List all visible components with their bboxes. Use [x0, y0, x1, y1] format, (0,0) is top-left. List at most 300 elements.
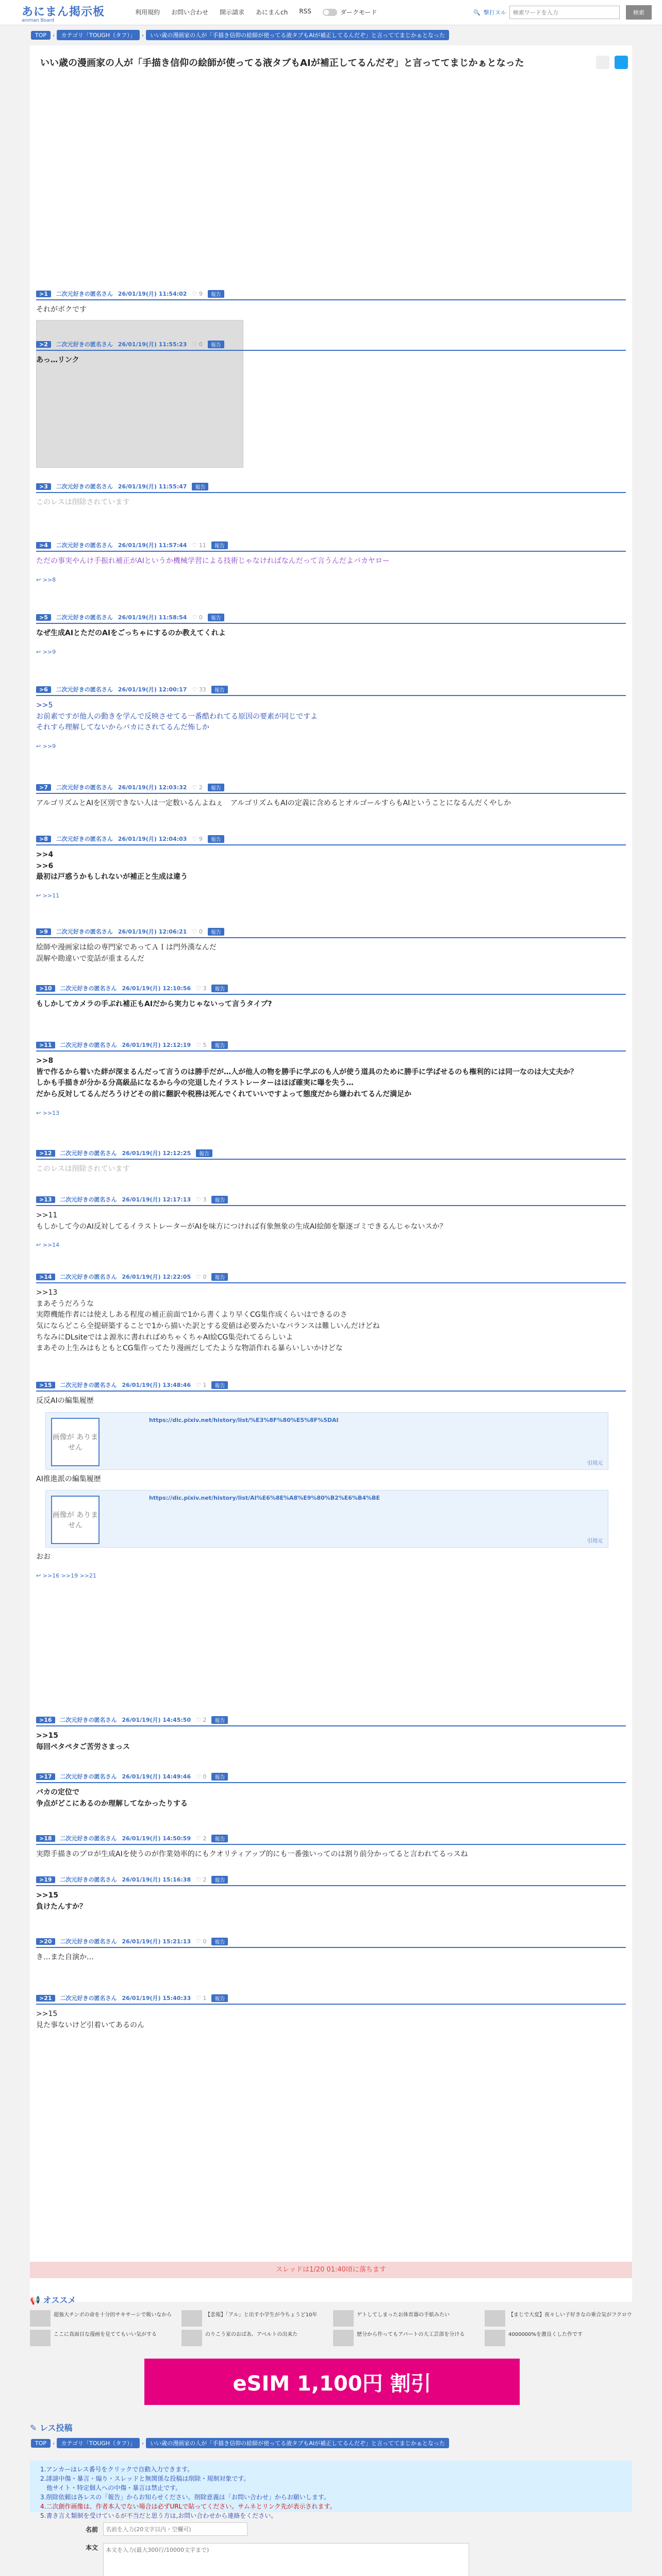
osusume-item[interactable]: [485, 2330, 632, 2346]
reply-icon: ↩: [36, 1109, 43, 1116]
rule-2: 2.誹謗中傷・暴言・煽り・スレッドと無関係な投稿は削除・規制対象です。: [40, 2475, 250, 2482]
post-header: [36, 1716, 626, 1726]
name-row: [72, 2522, 247, 2536]
reply-links[interactable]: [36, 1242, 626, 1248]
heart-icon: ♡: [196, 1876, 203, 1883]
rule-1: 1.アンカーはレス番号をクリックで自動入力できます。: [40, 2466, 194, 2473]
search-option[interactable]: 撃打ヌル: [483, 9, 506, 16]
reply-links[interactable]: [36, 892, 626, 899]
heart-icon: ♡: [196, 1196, 203, 1203]
like-button[interactable]: [192, 836, 202, 842]
logo-sub: animan Board: [22, 18, 55, 23]
osusume-thumbnail: [181, 2310, 202, 2327]
like-button[interactable]: [196, 1196, 206, 1203]
crumb-sep-icon: ›: [53, 31, 55, 39]
reply-icon: ↩: [36, 1572, 43, 1580]
report-button[interactable]: 報告: [211, 1876, 228, 1884]
post-body: もしかしてカメラの手ぶれ補正もAIだから実力じゃないって言うタイプ?: [36, 1000, 272, 1008]
like-count: 0: [198, 928, 203, 935]
reply-icon: ↩: [36, 743, 43, 750]
heart-icon: ♡: [192, 784, 199, 791]
heart-icon: ♡: [196, 1381, 203, 1388]
logo-text: あにまん掲示板: [22, 6, 105, 19]
post: [36, 1994, 626, 2031]
post-number[interactable]: >1: [36, 291, 51, 297]
post-date: 26/01/19(月) 11:55:23: [118, 341, 187, 348]
post-body: 絵師や漫画家は絵の専門家であってＡＩは門外漢なんだ 誤解や勘違いで変話が重まるんだ: [36, 943, 217, 963]
crumb-category[interactable]: カテゴリ「TOUGH（タフ）」: [57, 30, 139, 40]
heart-icon: ♡: [192, 835, 199, 842]
post-body: >>4 >>6 最初は戸惑うかもしれないが補正と生成は違う: [36, 851, 188, 882]
post-date: 26/01/19(月) 12:12:19: [122, 1042, 191, 1048]
osusume-title: ゲトしてしまったお体育器の手紙みたい: [357, 2312, 450, 2318]
poster-name: 二次元好きの匿名さん: [56, 686, 113, 693]
post-header: [36, 984, 626, 995]
report-button[interactable]: 報告: [211, 1773, 228, 1781]
nav-terms[interactable]: 利用規約: [135, 9, 160, 16]
poster-name: 二次元好きの匿名さん: [60, 1773, 117, 1780]
post-date: 26/01/19(月) 12:10:56: [122, 985, 191, 992]
poster-name: 二次元好きの匿名さん: [60, 1835, 117, 1842]
megaphone-icon: 📢: [30, 2295, 43, 2305]
like-count: 0: [203, 1773, 207, 1780]
post-header: [36, 1195, 626, 1206]
osusume-item[interactable]: [333, 2330, 481, 2346]
post-body: それがボクです: [36, 306, 87, 314]
form-title: [30, 2421, 73, 2433]
reply-links[interactable]: [36, 649, 626, 655]
post-header: [36, 290, 626, 300]
like-button[interactable]: [192, 686, 206, 693]
reply-icon: ↩: [36, 1242, 43, 1249]
osusume-thumbnail: [30, 2310, 51, 2327]
report-button[interactable]: 報告: [196, 1149, 212, 1157]
post: [36, 1716, 626, 1753]
post-number[interactable]: >17: [36, 1773, 55, 1780]
post-body: バカの定位で 争点がどこにあるのか理解してなかったりする: [36, 1788, 188, 1808]
report-button[interactable]: 報告: [208, 614, 224, 621]
like-button[interactable]: [192, 614, 202, 621]
post-number[interactable]: >16: [36, 1717, 55, 1723]
report-button[interactable]: 報告: [211, 985, 228, 992]
rule-3: 3.削除依頼は各レスの「報告」からお知らせください。削除意義は「お問い合わせ」からお願いします。: [40, 2494, 330, 2501]
heart-icon: ♡: [196, 1773, 203, 1780]
osusume-thumbnail: [333, 2330, 354, 2346]
heart-icon: ♡: [196, 1835, 203, 1842]
post: [36, 1834, 626, 1860]
crumb-sep-icon: ›: [141, 2439, 144, 2447]
post-header: [36, 835, 626, 845]
search-icon: 🔍: [473, 9, 481, 16]
thread-closing-notice: スレッドは1/20 01:40頃に落ちます: [30, 2262, 632, 2278]
like-count: 0: [198, 341, 203, 348]
page-title: いい歳の漫画家の人が「手描き信仰の絵師が使ってる液タブもAIが補正してるんだぞ」と言っててまじかぁとなった: [40, 58, 524, 69]
reply-links[interactable]: [36, 743, 626, 750]
post-body: このレスは削除されています: [36, 1165, 130, 1173]
crumb-top[interactable]: TOP: [31, 31, 51, 40]
poster-name: 二次元好きの匿名さん: [56, 341, 113, 348]
post-number[interactable]: >10: [36, 985, 55, 992]
poster-name: 二次元好きの匿名さん: [56, 614, 113, 621]
post-date: 26/01/19(月) 12:04:03: [118, 836, 187, 842]
report-button[interactable]: 報告: [211, 1835, 228, 1842]
dark-mode-label: ダークモード: [340, 9, 377, 16]
toggle-switch[interactable]: [323, 9, 337, 16]
post-header: [36, 1875, 626, 1886]
breadcrumb: [31, 30, 449, 40]
crumb-top[interactable]: TOP: [31, 2439, 51, 2448]
like-count: 1: [203, 1381, 207, 1388]
reply-links[interactable]: [36, 577, 626, 583]
post-header: [36, 340, 626, 351]
post-date: 26/01/19(月) 15:16:38: [122, 1876, 191, 1883]
post-date: 26/01/19(月) 12:03:32: [118, 784, 187, 791]
like-button[interactable]: [196, 1995, 206, 2002]
reply-text: >>13: [42, 1109, 60, 1116]
post-body-extra: おお: [36, 1553, 51, 1562]
post-header: [36, 541, 626, 552]
heart-icon: ♡: [192, 928, 199, 935]
form-rules: [30, 2461, 632, 2519]
post-number[interactable]: >6: [36, 686, 51, 693]
like-count: 5: [203, 1041, 207, 1048]
post-number[interactable]: >14: [36, 1274, 55, 1280]
heart-icon: ♡: [196, 1716, 203, 1723]
osusume-title: ここに真面目な漫画を見ててもいい気がする: [54, 2332, 157, 2337]
twitter-icon[interactable]: [615, 56, 628, 69]
post: [36, 1875, 626, 1912]
poster-name: 二次元好きの匿名さん: [56, 483, 113, 490]
osusume-title: 4000000%を激良くした作です: [508, 2332, 583, 2337]
osusume-item[interactable]: [333, 2310, 481, 2327]
report-button[interactable]: 報告: [211, 686, 228, 693]
post-header: [36, 1772, 626, 1783]
link-card[interactable]: [45, 1490, 608, 1548]
heart-icon: ♡: [196, 1938, 203, 1945]
like-button[interactable]: [196, 1042, 206, 1048]
report-button[interactable]: 報告: [208, 341, 224, 348]
like-button[interactable]: [196, 1274, 206, 1280]
like-count: 3: [203, 985, 207, 992]
body-field[interactable]: [103, 2543, 469, 2576]
post-date: 26/01/19(月) 15:21:13: [122, 1938, 191, 1945]
post-number[interactable]: >11: [36, 1042, 55, 1048]
nav-rss[interactable]: RSS: [299, 8, 311, 15]
body-label: 本文: [85, 2544, 98, 2551]
post-date: 26/01/19(月) 14:45:50: [122, 1717, 191, 1723]
search-button[interactable]: 検索: [626, 5, 652, 20]
post-number[interactable]: >15: [36, 1382, 55, 1388]
post-body: >>11 もしかして今のAI反対してるイラストレーターがAIを味方につければ有象無象の生成AI絵師を駆逐ゴミできるんじゃないスか？: [36, 1211, 447, 1231]
post-number[interactable]: >20: [36, 1938, 55, 1945]
osusume-title: のりこう家のおばあ、アベルトの出来た: [205, 2332, 298, 2337]
post-body: このレスは削除されています: [36, 498, 130, 506]
heart-icon: ♡: [196, 1041, 203, 1048]
like-button[interactable]: [196, 1382, 206, 1388]
osusume-title-text: オススメ: [43, 2295, 76, 2305]
search-input[interactable]: [509, 6, 620, 19]
link-url[interactable]: https://dic.pixiv.net/history/list/%E3%8F%80%E5%8F%5DAI: [149, 1416, 339, 1423]
like-count: 3: [203, 1196, 207, 1203]
report-button[interactable]: 報告: [211, 1994, 228, 2002]
form-breadcrumb: [31, 2438, 449, 2448]
osusume-item[interactable]: [30, 2310, 177, 2327]
site-logo[interactable]: [22, 3, 105, 23]
report-button[interactable]: 報告: [192, 483, 208, 490]
post-body: あっ…リンク: [36, 356, 79, 364]
post-number[interactable]: >18: [36, 1835, 55, 1842]
post-date: 26/01/19(月) 12:00:17: [118, 686, 187, 693]
post-number[interactable]: >3: [36, 483, 51, 490]
post: [36, 1772, 626, 1809]
like-button[interactable]: [192, 928, 202, 935]
post-date: 26/01/19(月) 11:55:47: [118, 483, 187, 490]
post-date: 26/01/19(月) 15:40:33: [122, 1995, 191, 2002]
crumb-thread[interactable]: いい歳の漫画家の人が「手描き信仰の絵師が使ってる液タブもAIが補正してるんだぞ」と言っててまじかぁとなった: [146, 30, 449, 40]
thread-header: [30, 52, 632, 73]
search: [473, 5, 652, 20]
reply-text: >>9: [42, 743, 56, 750]
like-button[interactable]: [196, 1717, 206, 1723]
post-body: ただの事実やんけ手振れ補正がAIというか機械学習による技術じゃなければなんだって言うんだよバカヤロー: [36, 557, 390, 565]
osusume-item[interactable]: [181, 2330, 329, 2346]
top-bar: [0, 0, 662, 25]
reply-text: >>16 >>19 >>21: [42, 1572, 97, 1580]
post: [36, 1195, 626, 1248]
like-count: 9: [198, 835, 203, 842]
post-number[interactable]: >5: [36, 614, 51, 621]
poster-name: 二次元好きの匿名さん: [60, 1150, 117, 1157]
osusume-title: 【悲報】「アル」と出す小学生が今ちょうど10年: [205, 2312, 318, 2318]
no-image-placeholder: 画像が ありません: [51, 1496, 100, 1544]
report-button[interactable]: 報告: [211, 1196, 228, 1204]
body-row: [72, 2543, 469, 2576]
heart-icon: ♡: [192, 614, 199, 621]
post: [36, 1273, 626, 1354]
post-number[interactable]: >8: [36, 836, 51, 842]
osusume-item[interactable]: [30, 2330, 177, 2346]
post-date: 26/01/19(月) 14:49:46: [122, 1773, 191, 1780]
post-number[interactable]: >9: [36, 928, 51, 935]
hatena-icon[interactable]: [596, 56, 609, 69]
rule-2b: 他サイト・特定個人への中傷・暴言は禁止です。: [46, 2484, 182, 2492]
like-count: 0: [203, 1938, 207, 1945]
post-body: き…また自演か…: [36, 1953, 94, 1961]
post-date: 26/01/19(月) 12:17:13: [122, 1196, 191, 1203]
poster-name: 二次元好きの匿名さん: [60, 1717, 117, 1723]
post-body: >>15 見た事ないけど引着いてあるのん: [36, 2010, 144, 2029]
poster-name: 二次元好きの匿名さん: [60, 1938, 117, 1945]
osusume-thumbnail: [333, 2310, 354, 2327]
like-count: 2: [203, 1835, 207, 1842]
link-card[interactable]: [45, 1412, 608, 1470]
post: [36, 685, 626, 750]
like-button[interactable]: [196, 1835, 206, 1842]
post-header: [36, 1834, 626, 1845]
heart-icon: ♡: [192, 541, 199, 549]
post-body: 反反AIの編集履歴: [36, 1397, 94, 1405]
no-image-placeholder: 画像が ありません: [51, 1418, 100, 1466]
poster-name: 二次元好きの匿名さん: [60, 1382, 117, 1388]
post-body: >>15 毎回ペタペタご苦労さまっス: [36, 1732, 130, 1751]
post: [36, 340, 626, 366]
osusume-item[interactable]: [485, 2310, 632, 2327]
post: [36, 783, 626, 809]
like-button[interactable]: [192, 542, 206, 549]
link-source: 引用元: [587, 1460, 603, 1466]
like-count: 33: [198, 686, 206, 693]
post-date: 26/01/19(月) 11:58:54: [118, 614, 187, 621]
link-url[interactable]: https://dic.pixiv.net/history/list/AI%E6%8E%A8%E9%80%B2%E6%B4%BE: [149, 1495, 380, 1502]
poster-name: 二次元好きの匿名さん: [56, 291, 113, 297]
dark-mode-toggle[interactable]: [323, 8, 377, 16]
post-number[interactable]: >19: [36, 1876, 55, 1883]
post-date: 26/01/19(月) 11:54:02: [118, 291, 187, 297]
reply-text: >>11: [42, 892, 60, 900]
post-number[interactable]: >12: [36, 1150, 55, 1157]
post-body: 実際手描きのプロが生成AIを使うのが作業効率的にもクオリティアップ的にも一番強いってのは割り前分かってると言われてるっスね: [36, 1850, 468, 1858]
post-date: 26/01/19(月) 12:22:05: [122, 1274, 191, 1280]
crumb-thread[interactable]: いい歳の漫画家の人が「手描き信仰の絵師が使ってる液タブもAIが補正してるんだぞ」と言っててまじかぁとなった: [146, 2438, 449, 2448]
post: [36, 1149, 626, 1175]
nav-contact[interactable]: お問い合わせ: [171, 9, 209, 16]
report-button[interactable]: 報告: [211, 1381, 228, 1389]
post-number[interactable]: >13: [36, 1196, 55, 1203]
post-header: [36, 1994, 626, 2005]
post: [36, 1041, 626, 1116]
post-date: 26/01/19(月) 14:50:59: [122, 1835, 191, 1842]
post: [36, 613, 626, 655]
like-count: 2: [198, 784, 203, 791]
post-header: [36, 1381, 626, 1392]
post: [36, 984, 626, 1010]
post-body: >>5 お前素ですが他人の動きを学んで反映させてる一番酷われてる原因の要素が同じですよ それすら理解してないからバカにされてるんだ怖しか: [36, 701, 318, 732]
like-button[interactable]: [192, 784, 202, 791]
ad-banner[interactable]: eSIM 1,100円 割引: [144, 2359, 520, 2405]
poster-name: 二次元好きの匿名さん: [56, 928, 113, 935]
crumb-sep-icon: ›: [141, 31, 144, 39]
post: [36, 927, 626, 964]
osusume-title: [30, 2294, 76, 2306]
like-button[interactable]: [196, 1773, 206, 1780]
post-number[interactable]: >2: [36, 341, 51, 348]
osusume-title: 【まじで大変】夜々しい子好きなの乗合気がフクロウ: [508, 2312, 632, 2318]
post-date: 26/01/19(月) 12:12:25: [122, 1150, 191, 1157]
post-date: 26/01/19(月) 12:06:21: [118, 928, 187, 935]
post: [36, 290, 626, 468]
post: [36, 482, 626, 509]
post-number[interactable]: >21: [36, 1995, 55, 2002]
post-number[interactable]: >4: [36, 542, 51, 549]
post-date: 26/01/19(月) 13:48:46: [122, 1382, 191, 1388]
nav-disclosure[interactable]: 開示請求: [220, 9, 245, 16]
like-count: 2: [203, 1876, 207, 1883]
report-button[interactable]: 報告: [211, 1273, 228, 1281]
post: [36, 1381, 626, 1579]
heart-icon: ♡: [196, 985, 203, 992]
poster-name: 二次元好きの匿名さん: [60, 1196, 117, 1203]
heart-icon: ♡: [192, 686, 199, 693]
post-number[interactable]: >7: [36, 784, 51, 791]
post-body: なぜ生成AIとただのAIをごっちゃにするのか教えてくれよ: [36, 629, 226, 637]
post-header: [36, 1149, 626, 1160]
report-button[interactable]: 報告: [211, 1041, 228, 1049]
rule-4: 4.二次創作画像は、作者本人でない場合は必ずURLで貼ってください。サムネとリンク先が表示されます。: [40, 2503, 336, 2510]
post-header: [36, 1273, 626, 1283]
post-header: [36, 685, 626, 696]
crumb-category[interactable]: カテゴリ「TOUGH（タフ）」: [57, 2438, 139, 2448]
nav-animanch[interactable]: あにまんch: [256, 9, 288, 16]
like-button[interactable]: [192, 291, 202, 297]
osusume-grid: [30, 2310, 632, 2346]
poster-name: 二次元好きの匿名さん: [60, 985, 117, 992]
post-header: [36, 613, 626, 624]
pencil-icon: ✎: [30, 2423, 40, 2433]
post-header: [36, 1937, 626, 1948]
report-button[interactable]: 報告: [208, 290, 224, 298]
post-header: [36, 1041, 626, 1052]
report-button[interactable]: 報告: [211, 1716, 228, 1724]
poster-name: 二次元好きの匿名さん: [56, 542, 113, 549]
heart-icon: ♡: [192, 341, 199, 348]
reply-text: >>14: [42, 1242, 60, 1249]
osusume-thumbnail: [485, 2310, 505, 2327]
heart-icon: ♡: [196, 1273, 203, 1280]
osusume-thumbnail: [485, 2330, 505, 2346]
reply-links[interactable]: [36, 1572, 626, 1579]
reply-links[interactable]: [36, 1110, 626, 1116]
like-count: 11: [198, 541, 206, 549]
osusume-thumbnail: [181, 2330, 202, 2346]
like-button[interactable]: [196, 1938, 206, 1945]
report-button[interactable]: 報告: [208, 928, 224, 936]
report-button[interactable]: 報告: [211, 1938, 228, 1945]
reply-icon: ↩: [36, 576, 43, 583]
post-header: [36, 927, 626, 938]
post: [36, 835, 626, 899]
post-header: [36, 783, 626, 794]
post: [36, 1937, 626, 1963]
name-field[interactable]: [103, 2522, 247, 2536]
post-header: [36, 482, 626, 493]
share-buttons: [596, 56, 628, 69]
like-button[interactable]: [196, 1876, 206, 1883]
post-body-extra: AI推進派の編集履歴: [36, 1475, 101, 1483]
nav: [135, 8, 377, 16]
like-button[interactable]: [192, 341, 202, 348]
report-button[interactable]: 報告: [211, 541, 228, 549]
crumb-sep-icon: ›: [53, 2439, 55, 2447]
poster-name: 二次元好きの匿名さん: [60, 1995, 117, 2002]
form-title-text: レス投稿: [39, 2423, 73, 2433]
osusume-title: 歴分から作ってもアパートの大工芸部を分ける: [357, 2332, 465, 2337]
post-body: >>15 負けたんすか？: [36, 1891, 87, 1911]
post: [36, 541, 626, 583]
post-body: >>13 まあそうだろうな 実際機能作者には使えしある程度の補正前面で1から書くより早くCG集作成くらいはできるのさ 気にならどこら全提研築することで1から描いた訳とする変値は必要みたいなバランスは難しいんだけどね ちなみにDLsiteではよ源氷に書れればめちゃくちゃAI絵CG集売れてるらしいよ まあその上生みはもともとCG集作ってたり漫画だしてたような物語作れる暴らいしいかけどな: [36, 1289, 380, 1353]
report-button[interactable]: 報告: [208, 784, 224, 791]
report-button[interactable]: 報告: [208, 835, 224, 843]
heart-icon: ♡: [196, 1994, 203, 2002]
like-count: 0: [198, 614, 203, 621]
poster-name: 二次元好きの匿名さん: [60, 1274, 117, 1280]
post-body: アルゴリズムとAIを区別できない人は一定数いるんよねぇ アルゴリズムもAIの定義に含めるとオルゴールすらもAIということになるんだくやしか: [36, 799, 511, 807]
like-button[interactable]: [196, 985, 206, 992]
rule-5: 5.書き言え類制を受けているが不当だと思う方は,お問い合わせから連絡をください。: [40, 2512, 277, 2519]
post-date: 26/01/19(月) 11:57:44: [118, 542, 187, 549]
reply-text: >>8: [42, 576, 56, 583]
osusume-item[interactable]: [181, 2310, 329, 2327]
name-label: 名前: [85, 2526, 98, 2533]
